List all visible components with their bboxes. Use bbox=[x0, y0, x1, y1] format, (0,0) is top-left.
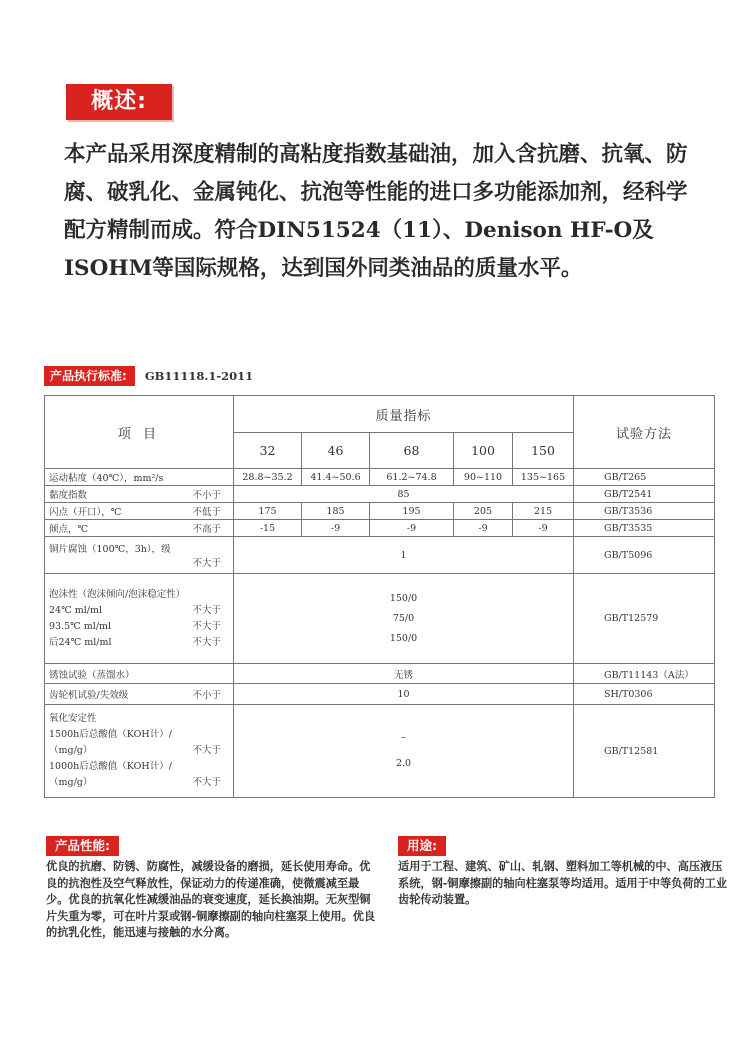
limit-text: 不高于 bbox=[192, 524, 221, 535]
table-row-foam bbox=[45, 574, 715, 664]
row-label: （mg/g） bbox=[49, 777, 93, 788]
table-row-flash bbox=[45, 503, 715, 520]
limit-text: 不大于 bbox=[192, 777, 221, 788]
row-label: 氧化安定性 bbox=[49, 713, 97, 724]
row-label: 泡沫性（泡沫倾向/泡沫稳定性） bbox=[49, 588, 186, 600]
method-cell: GB/T11143（A法） bbox=[574, 664, 715, 684]
row-label: 黏度指数 bbox=[49, 490, 88, 501]
performance-text: 优良的抗磨、防锈、防腐性，减缓设备的磨损，延长使用寿命。优良的抗泡性及空气释放性，保证动力的传递准确，使微震减至最少。优良的抗氧化性减缓油品的衰变速度，延长换油期。无灰型铜片失重为零，可在叶片泵或钢-铜摩擦副的轴向柱塞泵上使用。优良的抗乳化性，能迅速与接触的水分离。 bbox=[46, 859, 376, 939]
limit-text: 不大于 bbox=[192, 604, 221, 616]
method-cell: GB/T12581 bbox=[574, 705, 715, 798]
row-label: （mg/g） bbox=[49, 745, 93, 756]
value-text: – bbox=[401, 732, 406, 743]
value-cell: 28.8~35.2 bbox=[234, 469, 302, 486]
grade-cell: 100 bbox=[454, 433, 513, 469]
limit-text: 不大于 bbox=[192, 745, 221, 756]
header-item: 项 目 bbox=[45, 396, 234, 469]
row-label: 铜片腐蚀（100℃，3h），级 bbox=[49, 544, 171, 555]
value-text: 150/0 bbox=[389, 592, 418, 604]
value-cell: -9 bbox=[370, 520, 454, 537]
value-text: 2.0 bbox=[395, 758, 412, 769]
value-text: 150/0 bbox=[389, 632, 418, 644]
limit-text: 不大于 bbox=[192, 620, 221, 632]
grade-cell: 150 bbox=[513, 433, 574, 469]
value-cell: 85 bbox=[234, 486, 574, 503]
value-cell: -9 bbox=[513, 520, 574, 537]
row-label-cell bbox=[45, 503, 234, 520]
table-row-pour bbox=[45, 520, 715, 537]
value-cell: 205 bbox=[454, 503, 513, 520]
value-cell: 215 bbox=[513, 503, 574, 520]
row-label-cell bbox=[45, 486, 234, 503]
spec-table bbox=[44, 395, 715, 798]
value-cell: 90~110 bbox=[454, 469, 513, 486]
row-label: 锈蚀试验（蒸馏水） bbox=[45, 664, 234, 684]
row-label: 后24℃ ml/ml bbox=[49, 636, 112, 648]
table-row-gear bbox=[45, 684, 715, 705]
limit-text: 不大于 bbox=[192, 558, 221, 569]
table-row-vi bbox=[45, 486, 715, 503]
row-label-cell bbox=[45, 574, 234, 664]
value-cell: -15 bbox=[234, 520, 302, 537]
standard-row bbox=[44, 366, 253, 386]
grade-cell: 68 bbox=[370, 433, 454, 469]
header-quality: 质量指标 bbox=[234, 396, 574, 433]
grade-cell: 46 bbox=[302, 433, 370, 469]
value-cell: 175 bbox=[234, 503, 302, 520]
overview-heading: 概述: bbox=[66, 84, 172, 120]
row-label: 运动粘度（40℃），mm²/s bbox=[45, 469, 234, 486]
value-cell: 无锈 bbox=[234, 664, 574, 684]
row-label: 齿轮机试验/失效级 bbox=[49, 690, 129, 701]
value-cell: -9 bbox=[302, 520, 370, 537]
limit-text: 不小于 bbox=[192, 490, 221, 501]
table-row-oxidation bbox=[45, 705, 715, 798]
standard-label: 产品执行标准: bbox=[44, 366, 135, 386]
row-label: 倾点，℃ bbox=[49, 524, 89, 535]
method-cell: GB/T2541 bbox=[574, 486, 715, 503]
overview-text: 本产品采用深度精制的高粘度指数基础油，加入含抗磨、抗氧、防腐、破乳化、金属钝化、抗泡等性能的进口多功能添加剂，经科学配方精制而成。符合DIN51524（11）、Denison HF-O及ISOHM等国际规格，达到国外同类油品的质量水平。 bbox=[64, 142, 688, 281]
row-label: 闪点（开口），℃ bbox=[49, 507, 122, 518]
limit-text: 不大于 bbox=[192, 636, 221, 648]
table-row-copper bbox=[45, 537, 715, 574]
method-cell: SH/T0306 bbox=[574, 684, 715, 705]
standard-code: GB11118.1-2011 bbox=[144, 369, 254, 383]
row-label: 93.5℃ ml/ml bbox=[49, 620, 112, 632]
table-row-rust bbox=[45, 664, 715, 684]
value-cell bbox=[234, 705, 574, 798]
grade-cell: 32 bbox=[234, 433, 302, 469]
method-cell: GB/T3536 bbox=[574, 503, 715, 520]
row-label-cell bbox=[45, 705, 234, 798]
usage-text: 适用于工程、建筑、矿山、轧钢、塑料加工等机械的中、高压液压系统，钢-铜摩擦副的轴向柱塞泵等均适用。适用于中等负荷的工业齿轮传动装置。 bbox=[398, 859, 728, 906]
row-label: 1500h后总酸值（KOH计）/ bbox=[49, 729, 172, 740]
value-cell: 61.2~74.8 bbox=[370, 469, 454, 486]
header-method: 试验方法 bbox=[574, 396, 715, 469]
table-row-viscosity bbox=[45, 469, 715, 486]
method-cell: GB/T3535 bbox=[574, 520, 715, 537]
value-cell: 185 bbox=[302, 503, 370, 520]
performance-label: 产品性能: bbox=[46, 836, 119, 856]
value-cell: 195 bbox=[370, 503, 454, 520]
value-cell: -9 bbox=[454, 520, 513, 537]
value-text: 75/0 bbox=[392, 612, 415, 624]
value-cell: 135~165 bbox=[513, 469, 574, 486]
row-label-cell bbox=[45, 684, 234, 705]
value-cell: 10 bbox=[234, 684, 574, 705]
limit-text: 不小于 bbox=[192, 690, 221, 701]
value-cell: 41.4~50.6 bbox=[302, 469, 370, 486]
value-cell bbox=[234, 574, 574, 664]
limit-text: 不低于 bbox=[192, 507, 221, 518]
row-label: 24℃ ml/ml bbox=[49, 604, 103, 616]
method-cell: GB/T12579 bbox=[574, 574, 715, 664]
table-header-row bbox=[45, 396, 715, 433]
usage-label: 用途: bbox=[398, 836, 446, 856]
row-label-cell bbox=[45, 537, 234, 574]
row-label-cell bbox=[45, 520, 234, 537]
method-cell: GB/T5096 bbox=[574, 537, 715, 574]
method-cell: GB/T265 bbox=[574, 469, 715, 486]
value-cell: 1 bbox=[234, 537, 574, 574]
row-label: 1000h后总酸值（KOH计）/ bbox=[49, 761, 172, 772]
